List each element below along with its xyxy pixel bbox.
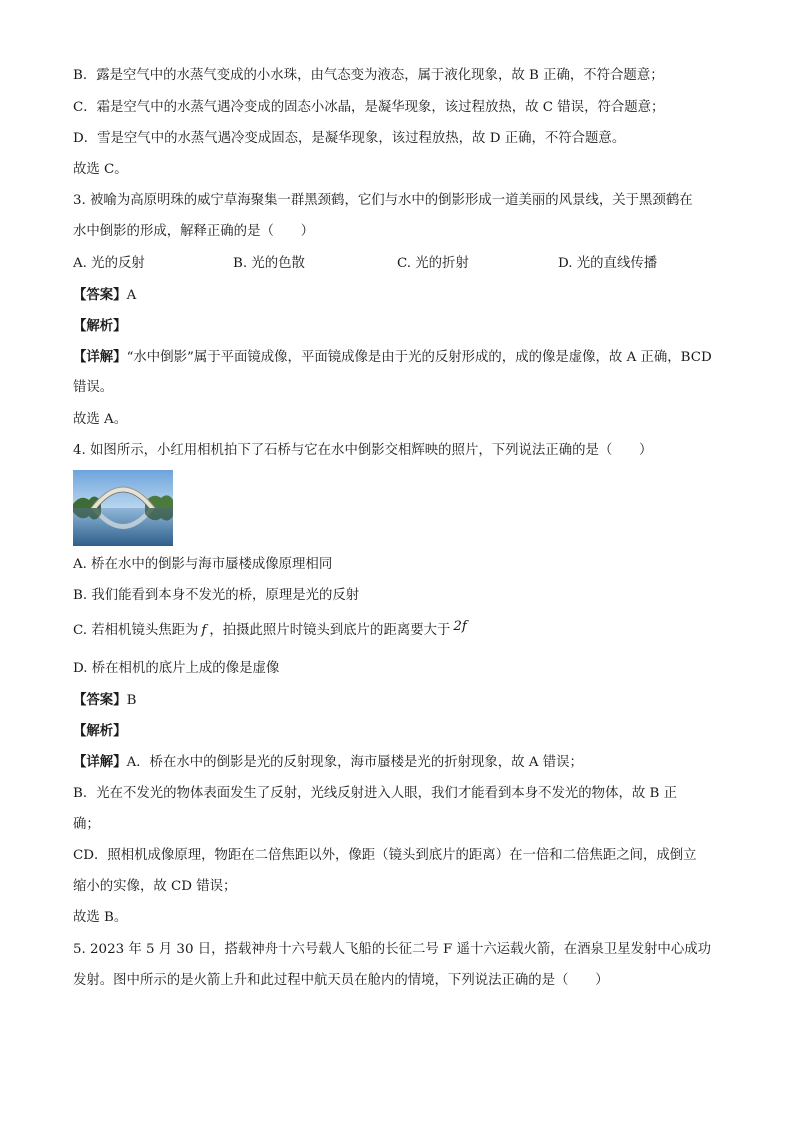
q4-detail-a-text: A．桥在水中的倒影是光的反射现象，海市蜃楼是光的折射现象，故 A 错误； [126,755,583,770]
analysis-tag: 【解析】 [73,318,127,334]
focal-length-f: f [201,623,207,638]
q3-answer [73,285,733,305]
q4-option-a: A. 桥在水中的倒影与海市蜃楼成像原理相同 [73,557,333,572]
q3-options [73,254,733,274]
q4-answer [73,690,733,710]
q4-option-c [73,621,733,641]
q3-answer-value: A [126,288,137,303]
q3-analysis-tag [73,316,733,336]
q3-stem-line-1: 3. 被喻为高原明珠的威宁草海聚集一群黑颈鹤，它们与水中的倒影形成一道美丽的风景线，关于黑颈鹤在 [73,193,693,208]
q4-option-c-prefix: C. 若相机镜头焦距为 [73,623,199,638]
q4-detail-cd-line-1: CD．照相机成像原理，物距在二倍焦距以外，像距（镜头到底片的距离）在一倍和二倍焦距之间，成倒立 [73,848,697,863]
q2-choice: 故选 C。 [73,162,128,177]
stone-bridge-image [73,470,173,546]
q3-choice: 故选 A。 [73,412,128,427]
q3-option-c: C. 光的折射 [397,256,469,271]
analysis-tag: 【解析】 [73,723,127,739]
q2-option-b-explanation: B．露是空气中的水蒸气变成的小水珠，由气态变为液态，属于液化现象，故 B 正确，不符合题意； [73,68,664,83]
answer-tag: 【答案】 [73,287,127,303]
q4-choice: 故选 B。 [73,910,128,925]
stone-bridge-photo [73,470,173,546]
q4-detail-b-line-2: 确； [73,817,100,832]
detail-tag: 【详解】 [73,349,127,365]
q4-analysis-tag [73,721,733,741]
q4-answer-value: B [126,693,137,708]
q4-detail-b-line-1: B．光在不发光的物体表面发生了反射，光线反射进入人眼，我们才能看到本身不发光的物体，故 B 正 [73,786,677,801]
q4-stem: 4. 如图所示，小红用相机拍下了石桥与它在水中倒影交相辉映的照片，下列说法正确的是（ ） [73,443,653,458]
focal-length-2f: 2f [453,619,467,634]
q2-option-c-explanation: C．霜是空气中的水蒸气遇冷变成的固态小冰晶，是凝华现象，该过程放热，故 C 错误，符合题意； [73,100,665,115]
q3-option-b: B. 光的色散 [233,256,305,271]
q4-detail-cd-line-2: 缩小的实像，故 CD 错误； [73,879,237,894]
q4-option-d: D. 桥在相机的底片上成的像是虚像 [73,661,280,676]
q3-detail-text: “水中倒影”属于平面镜成像，平面镜成像是由于光的反射形成的，成的像是虚像，故 A 正确，BCD [126,350,712,365]
q3-detail-line-1 [73,347,733,367]
detail-tag: 【详解】 [73,754,127,770]
q3-detail-line-2: 错误。 [73,380,114,395]
q3-option-a: A. 光的反射 [73,256,145,271]
q5-stem-line-1: 5. 2023 年 5 月 30 日，搭载神舟十六号载人飞船的长征二号 F 遥十六运载火箭，在酒泉卫星发射中心成功 [73,942,711,957]
q5-stem-line-2: 发射。图中所示的是火箭上升和此过程中航天员在舱内的情境，下列说法正确的是（ ） [73,973,609,988]
q4-option-b: B. 我们能看到本身不发光的桥，原理是光的反射 [73,588,360,603]
q4-option-c-middle: ，拍摄此照片时镜头到底片的距离要大于 [209,623,451,638]
q3-stem-line-2: 水中倒影的形成，解释正确的是（ ） [73,224,315,239]
answer-tag: 【答案】 [73,692,127,708]
q2-option-d-explanation: D．雪是空气中的水蒸气遇冷变成固态，是凝华现象，该过程放热，故 D 正确，不符合题意。 [73,131,626,146]
q4-detail-a [73,752,733,772]
q3-option-d: D. 光的直线传播 [558,256,658,271]
